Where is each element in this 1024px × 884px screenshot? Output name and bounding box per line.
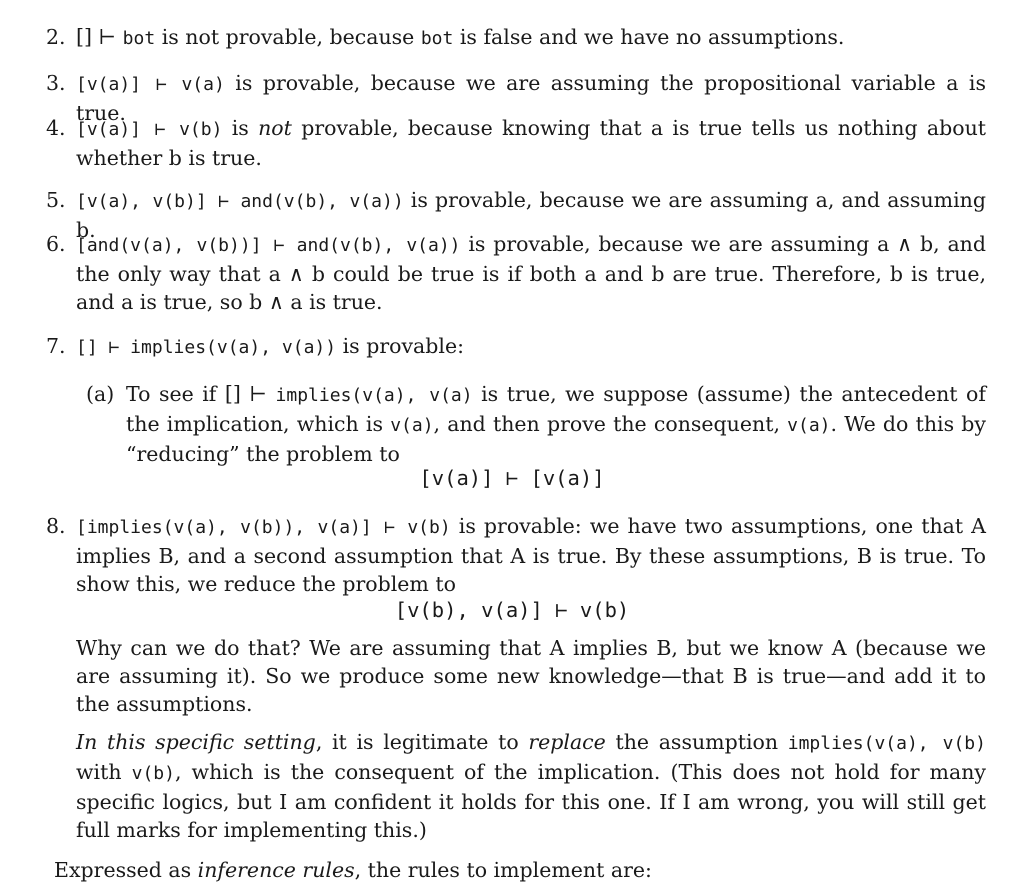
item-text: [v(a)] ⊢ v(b) is not provable, because knowing that a is true tells us nothing about whether b is true. [76,116,987,170]
item-number: 3. [46,71,66,95]
closing-sentence: Expressed as inference rules, the rules to implement are: [54,858,652,882]
item-number: 4. [46,116,66,140]
sub-item-label: (a) [86,382,115,406]
paragraph-why: Why can we do that? We are assuming that A implies B, but we know A (because we are assuming it). So we produce some new knowledge—that B is true—and add it to the assumptions. [76,636,986,716]
item-number: 2. [46,25,66,49]
display-formula-8: [v(b), v(a)] ⊢ v(b) [394,598,630,622]
item-text: [and(v(a), v(b))] ⊢ and(v(b), v(a)) is provable, because we are assuming a ∧ b, and the only way that a ∧ b could be true is if both a and b are true. Therefore, b is true, and a is true, so b ∧ a is true. [76,232,986,314]
item-text: [] ⊢ bot is not provable, because bot is false and we have no assumptions. [76,25,845,49]
item-text: [v(a)] ⊢ v(a) is provable, because we are assuming the propositional variable a is true. [76,71,986,125]
item-text: [v(a), v(b)] ⊢ and(v(b), v(a)) is provable, because we are assuming a, and assuming b. [76,188,987,242]
item-text: [implies(v(a), v(b)), v(a)] ⊢ v(b) is provable: we have two assumptions, one that A implies B, and a second assumption that A is true. By these assumptions, B is true. To show this, we reduce the problem to [76,514,986,596]
item-number: 5. [46,188,66,212]
paragraph-specific-setting: In this specific setting, it is legitimate to replace the assumption implies(v(a), v(b) with v(b), which is the consequent of the implication. (This does not hold for many specific logics, but I am confident it holds for this one. If I am wrong, you will still get full marks for implementing this.) [76,730,986,842]
item-number: 6. [46,232,66,256]
item-text: [] ⊢ implies(v(a), v(a)) is provable: [76,334,464,358]
display-formula-a: [v(a)] ⊢ [v(a)] [419,466,605,490]
list-item-4 [46,114,986,172]
sub-item-a [86,380,986,468]
item-number: 7. [46,334,66,358]
item-number: 8. [46,514,66,538]
list-item-6 [46,230,986,316]
list-item-2 [46,23,986,53]
sub-item-text: To see if [] ⊢ implies(v(a), v(a) is true, we suppose (assume) the antecedent of the implication, which is v(a), and then prove the consequent, v(a). We do this by “reducing” the problem to [126,382,986,466]
list-item-8 [46,512,986,598]
list-item-7 [46,332,986,362]
